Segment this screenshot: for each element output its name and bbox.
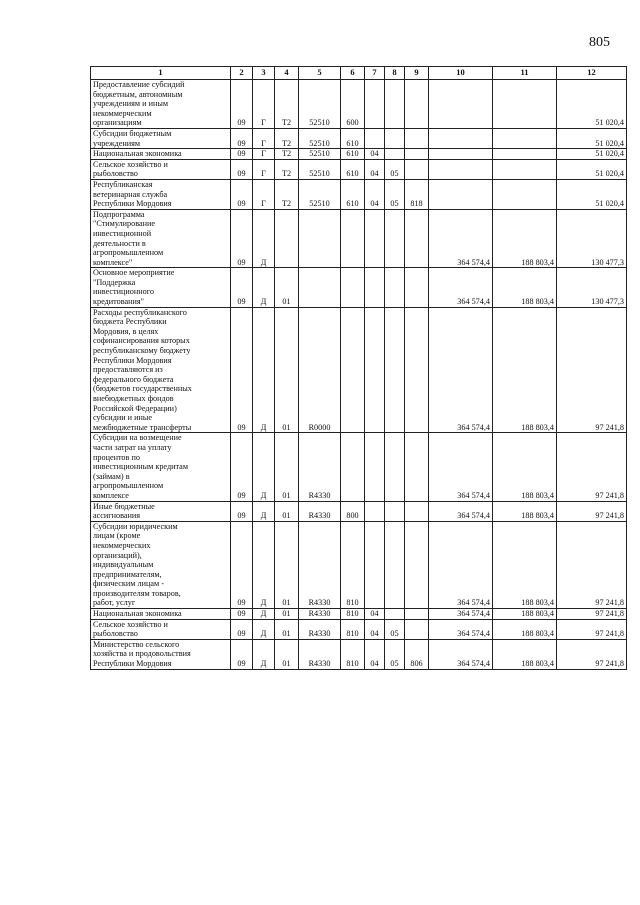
- cell-c8: [385, 268, 405, 307]
- cell-c12: 97 241,8: [557, 639, 627, 669]
- cell-c11: 188 803,4: [493, 639, 557, 669]
- cell-c3: Г: [253, 179, 275, 209]
- col-header-10: 10: [429, 67, 493, 80]
- cell-c11: [493, 159, 557, 179]
- cell-c3: Д: [253, 209, 275, 268]
- cell-c4: 01: [275, 619, 299, 639]
- cell-c2: 09: [231, 609, 253, 620]
- cell-c2: 09: [231, 80, 253, 129]
- cell-c12: 51 020,4: [557, 149, 627, 160]
- cell-c9: [405, 521, 429, 608]
- table-row: [91, 501, 627, 521]
- cell-c3: Д: [253, 521, 275, 608]
- cell-c3: Д: [253, 307, 275, 433]
- cell-c11: 188 803,4: [493, 307, 557, 433]
- cell-c6: [341, 268, 365, 307]
- cell-c7: [365, 209, 385, 268]
- cell-c9: [405, 128, 429, 148]
- cell-c4: Т2: [275, 80, 299, 129]
- cell-c12: 51 020,4: [557, 179, 627, 209]
- row-name: Предоставление субсидий бюджетным, автономным учреждениям и иным некоммерческим организациям: [91, 80, 231, 129]
- cell-c10: 364 574,4: [429, 639, 493, 669]
- cell-c2: 09: [231, 159, 253, 179]
- table-row: [91, 209, 627, 268]
- cell-c9: [405, 268, 429, 307]
- row-name: Сельское хозяйство и рыболовство: [91, 159, 231, 179]
- cell-c12: 97 241,8: [557, 307, 627, 433]
- cell-c5: [299, 268, 341, 307]
- cell-c5: 52510: [299, 80, 341, 129]
- cell-c8: 05: [385, 619, 405, 639]
- cell-c7: 04: [365, 149, 385, 160]
- cell-c12: 97 241,8: [557, 501, 627, 521]
- cell-c7: [365, 307, 385, 433]
- table-row: [91, 307, 627, 433]
- cell-c7: [365, 521, 385, 608]
- cell-c8: [385, 149, 405, 160]
- cell-c3: Д: [253, 619, 275, 639]
- cell-c10: 364 574,4: [429, 307, 493, 433]
- cell-c3: Д: [253, 639, 275, 669]
- cell-c6: 610: [341, 128, 365, 148]
- cell-c2: 09: [231, 209, 253, 268]
- cell-c2: 09: [231, 639, 253, 669]
- col-header-6: 6: [341, 67, 365, 80]
- table-row: [91, 80, 627, 129]
- cell-c8: 05: [385, 159, 405, 179]
- cell-c9: [405, 433, 429, 501]
- table-row: [91, 619, 627, 639]
- cell-c4: 01: [275, 639, 299, 669]
- cell-c6: 810: [341, 639, 365, 669]
- cell-c12: 51 020,4: [557, 159, 627, 179]
- cell-c9: [405, 307, 429, 433]
- cell-c8: [385, 80, 405, 129]
- row-name: Министерство сельского хозяйства и продовольствия Республики Мордовия: [91, 639, 231, 669]
- budget-table: [90, 66, 627, 670]
- cell-c7: 04: [365, 609, 385, 620]
- cell-c11: 188 803,4: [493, 268, 557, 307]
- cell-c11: 188 803,4: [493, 501, 557, 521]
- row-name: Расходы республиканского бюджета Республики Мордовия, в целях софинансирования которых республиканскому бюджету Республики Мордовия предоставляются из федерального бюджета (бюджетов государственных внебюджетных фондов Российской Федерации) субсидии и иные межбюджетные трансферты: [91, 307, 231, 433]
- cell-c5: R4330: [299, 433, 341, 501]
- table-row: [91, 149, 627, 160]
- cell-c10: 364 574,4: [429, 209, 493, 268]
- cell-c7: [365, 268, 385, 307]
- cell-c12: 130 477,3: [557, 209, 627, 268]
- row-name: Субсидии бюджетным учреждениям: [91, 128, 231, 148]
- cell-c7: [365, 433, 385, 501]
- cell-c12: 97 241,8: [557, 521, 627, 608]
- cell-c10: 364 574,4: [429, 268, 493, 307]
- cell-c8: [385, 433, 405, 501]
- col-header-12: 12: [557, 67, 627, 80]
- cell-c9: [405, 609, 429, 620]
- cell-c4: 01: [275, 501, 299, 521]
- cell-c10: [429, 159, 493, 179]
- table-row: [91, 179, 627, 209]
- cell-c8: [385, 128, 405, 148]
- cell-c5: 52510: [299, 128, 341, 148]
- table-row: [91, 128, 627, 148]
- cell-c11: [493, 128, 557, 148]
- cell-c8: 05: [385, 639, 405, 669]
- header-row: [91, 67, 627, 80]
- cell-c10: 364 574,4: [429, 619, 493, 639]
- cell-c6: 610: [341, 149, 365, 160]
- cell-c4: 01: [275, 521, 299, 608]
- cell-c6: [341, 433, 365, 501]
- cell-c4: Т2: [275, 149, 299, 160]
- cell-c4: 01: [275, 307, 299, 433]
- cell-c9: [405, 149, 429, 160]
- cell-c6: 600: [341, 80, 365, 129]
- row-name: Сельское хозяйство и рыболовство: [91, 619, 231, 639]
- cell-c12: 97 241,8: [557, 433, 627, 501]
- cell-c2: 09: [231, 307, 253, 433]
- row-name: Субсидии на возмещение части затрат на уплату процентов по инвестиционным кредитам (займам) в агропромышленном комплексе: [91, 433, 231, 501]
- table-row: [91, 433, 627, 501]
- cell-c8: [385, 609, 405, 620]
- cell-c4: [275, 209, 299, 268]
- cell-c2: 09: [231, 501, 253, 521]
- cell-c3: Д: [253, 433, 275, 501]
- cell-c9: 806: [405, 639, 429, 669]
- cell-c6: 800: [341, 501, 365, 521]
- cell-c4: 01: [275, 433, 299, 501]
- cell-c6: 610: [341, 179, 365, 209]
- row-name: Республиканская ветеринарная служба Республики Мордовия: [91, 179, 231, 209]
- cell-c9: 818: [405, 179, 429, 209]
- table-row: [91, 159, 627, 179]
- cell-c5: 52510: [299, 159, 341, 179]
- cell-c11: 188 803,4: [493, 609, 557, 620]
- col-header-8: 8: [385, 67, 405, 80]
- cell-c2: 09: [231, 128, 253, 148]
- cell-c10: 364 574,4: [429, 501, 493, 521]
- cell-c8: [385, 521, 405, 608]
- cell-c10: [429, 80, 493, 129]
- cell-c11: 188 803,4: [493, 521, 557, 608]
- cell-c4: 01: [275, 609, 299, 620]
- cell-c8: [385, 501, 405, 521]
- cell-c10: [429, 179, 493, 209]
- cell-c12: 51 020,4: [557, 128, 627, 148]
- cell-c11: 188 803,4: [493, 433, 557, 501]
- cell-c7: 04: [365, 159, 385, 179]
- cell-c11: [493, 149, 557, 160]
- cell-c12: 130 477,3: [557, 268, 627, 307]
- cell-c3: Г: [253, 149, 275, 160]
- col-header-11: 11: [493, 67, 557, 80]
- cell-c3: Д: [253, 501, 275, 521]
- col-header-3: 3: [253, 67, 275, 80]
- cell-c3: Г: [253, 80, 275, 129]
- cell-c10: 364 574,4: [429, 609, 493, 620]
- cell-c4: Т2: [275, 159, 299, 179]
- cell-c5: [299, 209, 341, 268]
- cell-c2: 09: [231, 433, 253, 501]
- cell-c3: Д: [253, 609, 275, 620]
- cell-c8: [385, 209, 405, 268]
- table-row: [91, 521, 627, 608]
- cell-c4: 01: [275, 268, 299, 307]
- cell-c10: [429, 128, 493, 148]
- col-header-7: 7: [365, 67, 385, 80]
- cell-c9: [405, 619, 429, 639]
- page-number: 805: [589, 35, 610, 50]
- cell-c10: 364 574,4: [429, 433, 493, 501]
- row-name: Основное мероприятие "Поддержка инвестиционного кредитования": [91, 268, 231, 307]
- cell-c11: 188 803,4: [493, 209, 557, 268]
- cell-c11: [493, 80, 557, 129]
- col-header-9: 9: [405, 67, 429, 80]
- col-header-5: 5: [299, 67, 341, 80]
- cell-c6: 810: [341, 609, 365, 620]
- row-name: Иные бюджетные ассигнования: [91, 501, 231, 521]
- cell-c7: 04: [365, 639, 385, 669]
- cell-c6: [341, 307, 365, 433]
- cell-c5: R4330: [299, 501, 341, 521]
- cell-c6: 810: [341, 521, 365, 608]
- cell-c8: 05: [385, 179, 405, 209]
- cell-c5: R0000: [299, 307, 341, 433]
- cell-c12: 51 020,4: [557, 80, 627, 129]
- cell-c9: [405, 159, 429, 179]
- cell-c5: R4330: [299, 639, 341, 669]
- row-name: Подпрограмма "Стимулирование инвестиционной деятельности в агропромышленном комплексе": [91, 209, 231, 268]
- row-name: Национальная экономика: [91, 149, 231, 160]
- cell-c4: Т2: [275, 128, 299, 148]
- cell-c2: 09: [231, 149, 253, 160]
- cell-c2: 09: [231, 179, 253, 209]
- row-name: Субсидии юридическим лицам (кроме некоммерческих организаций), индивидуальным предпринимателям, физическим лицам - производителям товаров, работ, услуг: [91, 521, 231, 608]
- cell-c7: 04: [365, 619, 385, 639]
- cell-c11: [493, 179, 557, 209]
- cell-c3: Д: [253, 268, 275, 307]
- cell-c4: Т2: [275, 179, 299, 209]
- cell-c2: 09: [231, 619, 253, 639]
- table-row: [91, 268, 627, 307]
- cell-c7: [365, 80, 385, 129]
- cell-c9: [405, 209, 429, 268]
- cell-c5: 52510: [299, 149, 341, 160]
- cell-c5: 52510: [299, 179, 341, 209]
- cell-c10: [429, 149, 493, 160]
- cell-c6: [341, 209, 365, 268]
- cell-c7: [365, 501, 385, 521]
- cell-c5: R4330: [299, 619, 341, 639]
- table-row: [91, 639, 627, 669]
- cell-c12: 97 241,8: [557, 619, 627, 639]
- col-header-4: 4: [275, 67, 299, 80]
- cell-c5: R4330: [299, 609, 341, 620]
- cell-c2: 09: [231, 268, 253, 307]
- col-header-1: 1: [91, 67, 231, 80]
- cell-c7: 04: [365, 179, 385, 209]
- cell-c5: R4330: [299, 521, 341, 608]
- cell-c7: [365, 128, 385, 148]
- cell-c10: 364 574,4: [429, 521, 493, 608]
- cell-c6: 810: [341, 619, 365, 639]
- cell-c11: 188 803,4: [493, 619, 557, 639]
- cell-c3: Г: [253, 128, 275, 148]
- table-row: [91, 609, 627, 620]
- row-name: Национальная экономика: [91, 609, 231, 620]
- cell-c6: 610: [341, 159, 365, 179]
- cell-c2: 09: [231, 521, 253, 608]
- cell-c12: 97 241,8: [557, 609, 627, 620]
- cell-c3: Г: [253, 159, 275, 179]
- cell-c9: [405, 80, 429, 129]
- cell-c8: [385, 307, 405, 433]
- col-header-2: 2: [231, 67, 253, 80]
- cell-c9: [405, 501, 429, 521]
